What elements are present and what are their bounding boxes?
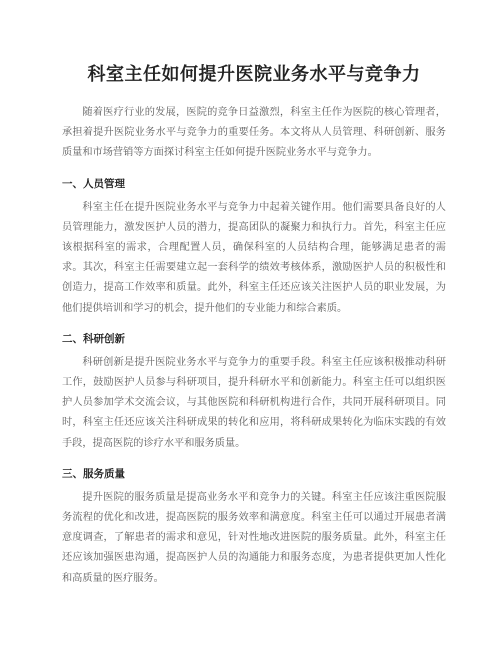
intro-paragraph: 随着医疗行业的发展，医院的竞争日益激烈，科室主任作为医院的核心管理者，承担着提升医院业务水平与竞争力的重要任务。本文将从人员管理、科研创新、服务质量和市场营销等方面探讨科室主任如何提升医院业务水平与竞争力。 xyxy=(62,107,446,159)
section-research xyxy=(62,330,446,454)
document-title: 科室主任如何提升医院业务水平与竞争力 xyxy=(87,64,421,85)
section-personnel xyxy=(62,175,446,319)
section-service xyxy=(62,465,446,589)
section-body: 提升医院的服务质量是提高业务水平和竞争力的关键。科室主任应该注重医院服务流程的优化和改进，提高医院的服务效率和满意度。科室主任可以通过开展患者满意度调查，了解患者的需求和意见，针对性地改进医院的服务质量。此外，科室主任还应该加强医患沟通，提高医护人员的沟通能力和服务态度，为患者提供更加人性化和高质量的医疗服务。 xyxy=(62,491,446,584)
section-body: 科室主任在提升医院业务水平与竞争力中起着关键作用。他们需要具备良好的人员管理能力，激发医护人员的潜力，提高团队的凝聚力和执行力。首先，科室主任应该根据科室的需求，合理配置人员，确保科室的人员结构合理，能够满足患者的需求。其次，科室主任需要建立起一套科学的绩效考核体系，激励医护人员的积极性和创造力，提高工作效率和质量。此外，科室主任还应该关注医护人员的职业发展，为他们提供培训和学习的机会，提升他们的专业能力和综合素质。 xyxy=(62,201,446,314)
section-heading: 一、人员管理 xyxy=(62,177,125,190)
section-body: 科研创新是提升医院业务水平与竞争力的重要手段。科室主任应该积极推动科研工作，鼓励医护人员参与科研项目，提升科研水平和创新能力。科室主任可以组织医护人员参加学术交流会议，与其他医院和科研机构进行合作，共同开展科研项目。同时，科室主任还应该关注科研成果的转化和应用，将科研成果转化为临床实践的有效手段，提高医院的诊疗水平和服务质量。 xyxy=(62,356,446,449)
section-heading: 三、服务质量 xyxy=(62,467,125,480)
section-heading: 二、科研创新 xyxy=(62,332,125,345)
